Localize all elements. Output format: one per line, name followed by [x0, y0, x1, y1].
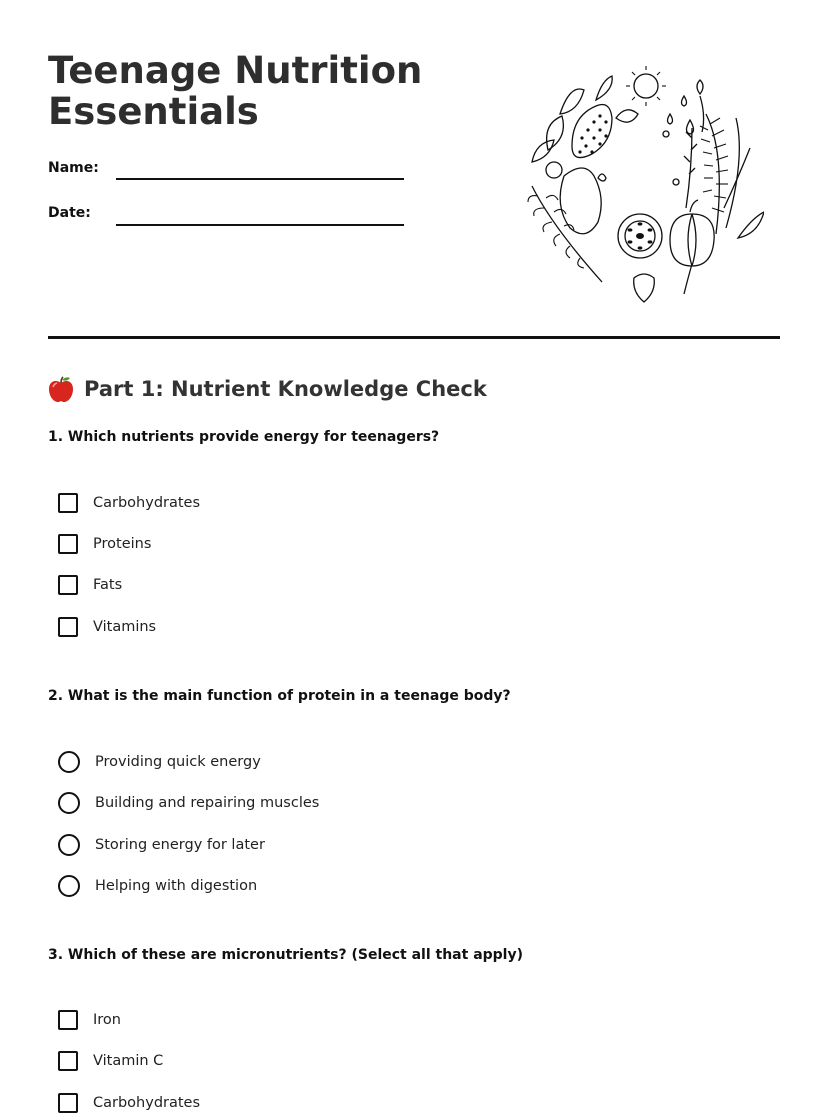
question-1-text: 1. Which nutrients provide energy for teenagers? — [48, 429, 440, 445]
q3-option-carbohydrates[interactable] — [58, 1091, 200, 1115]
q3-option-vitamin-c[interactable] — [58, 1049, 163, 1073]
option-label: Building and repairing muscles — [95, 795, 320, 811]
option-label: Carbohydrates — [93, 495, 201, 511]
checkbox[interactable] — [58, 1051, 78, 1071]
option-label: Helping with digestion — [95, 878, 258, 894]
q1-option-vitamins[interactable] — [58, 615, 156, 639]
option-label: Storing energy for later — [95, 837, 265, 853]
section-title-text: Part 1: Nutrient Knowledge Check — [84, 377, 487, 401]
q2-option-quick-energy[interactable] — [58, 750, 261, 774]
option-label: Iron — [93, 1012, 121, 1028]
checkbox[interactable] — [58, 1010, 78, 1030]
option-label: Providing quick energy — [95, 754, 261, 770]
checkbox[interactable] — [58, 493, 78, 513]
q2-option-digestion[interactable] — [58, 874, 257, 898]
option-label: Carbohydrates — [93, 1095, 201, 1111]
date-field[interactable] — [116, 224, 404, 226]
option-label: Vitamin C — [93, 1053, 164, 1069]
q1-option-fats[interactable] — [58, 573, 122, 597]
radio-button[interactable] — [58, 751, 80, 773]
fruit-and-leaf-wreath-illustration — [524, 58, 764, 308]
page-title — [48, 50, 468, 132]
title-line-1: Teenage Nutrition — [48, 49, 423, 92]
radio-button[interactable] — [58, 834, 80, 856]
title-line-2: Essentials — [48, 90, 259, 133]
option-label: Vitamins — [93, 619, 157, 635]
q3-option-iron[interactable] — [58, 1008, 121, 1032]
apple-icon — [48, 375, 74, 403]
checkbox[interactable] — [58, 575, 78, 595]
name-field[interactable] — [116, 178, 404, 180]
q2-option-storing-energy[interactable] — [58, 833, 265, 857]
checkbox[interactable] — [58, 534, 78, 554]
option-label: Proteins — [93, 536, 152, 552]
q1-option-carbohydrates[interactable] — [58, 491, 200, 515]
checkbox[interactable] — [58, 617, 78, 637]
question-3-text: 3. Which of these are micronutrients? (Select all that apply) — [48, 947, 524, 963]
q1-option-proteins[interactable] — [58, 532, 151, 556]
header-divider — [48, 336, 780, 339]
q2-option-building-muscles[interactable] — [58, 791, 319, 815]
radio-button[interactable] — [58, 875, 80, 897]
date-label: Date: — [48, 205, 91, 221]
name-label: Name: — [48, 160, 99, 176]
checkbox[interactable] — [58, 1093, 78, 1113]
section-title-part1 — [48, 374, 487, 404]
option-label: Fats — [93, 577, 123, 593]
question-2-text: 2. What is the main function of protein in a teenage body? — [48, 688, 511, 704]
radio-button[interactable] — [58, 792, 80, 814]
